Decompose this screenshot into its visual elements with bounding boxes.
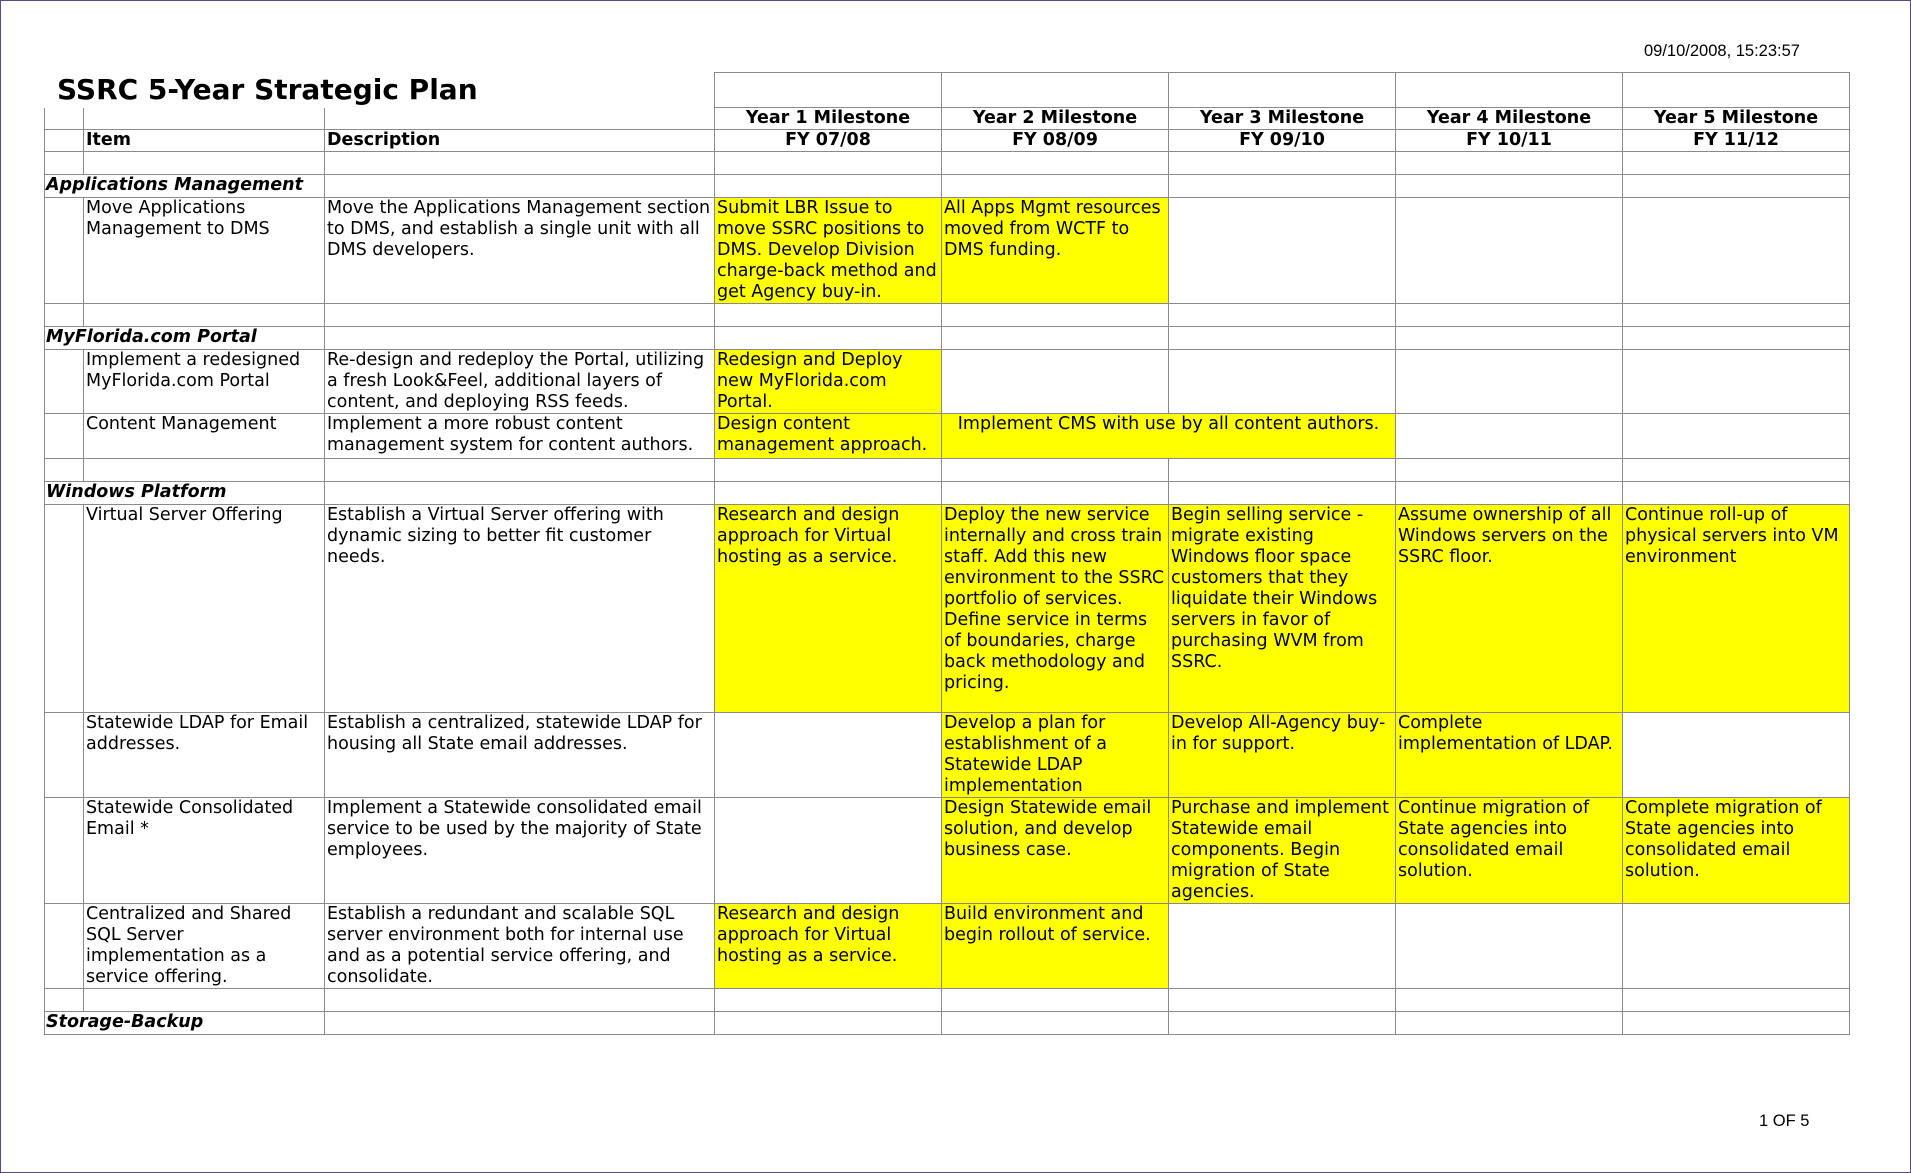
section-title: Applications Management <box>45 175 325 198</box>
year3-milestone-cell: Purchase and implement Statewide email components. Begin migration of State agencies. <box>1169 798 1396 904</box>
spacer-row <box>45 459 1850 482</box>
section-row-storage-backup <box>45 1012 1850 1035</box>
table-row <box>45 904 1850 989</box>
year5-milestone-cell <box>1623 904 1850 989</box>
year3-fy-header: FY 09/10 <box>1169 130 1396 152</box>
item-cell: Centralized and Shared SQL Server implementation as a service offering. <box>84 904 325 989</box>
year5-fy-header: FY 11/12 <box>1623 130 1850 152</box>
item-cell: Statewide Consolidated Email * <box>84 798 325 904</box>
year5-milestone-cell <box>1623 198 1850 304</box>
item-cell: Virtual Server Offering <box>84 505 325 713</box>
table-row <box>45 713 1850 798</box>
year1-milestone-cell <box>715 713 942 798</box>
year3-milestone-cell: Begin selling service - migrate existing Windows floor space customers that they liquidate their Windows servers in favor of purchasing WVM from SSRC. <box>1169 505 1396 713</box>
description-cell: Re-design and redeploy the Portal, utilizing a fresh Look&Feel, additional layers of content, and deploying RSS feeds. <box>325 350 715 414</box>
description-column-header: Description <box>325 130 715 152</box>
section-title: Windows Platform <box>45 482 325 505</box>
description-cell: Establish a Virtual Server offering with dynamic sizing to better fit customer needs. <box>325 505 715 713</box>
year5-milestone-header: Year 5 Milestone <box>1623 108 1850 130</box>
year2-milestone-cell: Design Statewide email solution, and develop business case. <box>942 798 1169 904</box>
year4-milestone-cell <box>1396 198 1623 304</box>
description-cell: Move the Applications Management section to DMS, and establish a single unit with all DMS developers. <box>325 198 715 304</box>
year4-milestone-cell: Assume ownership of all Windows servers on the SSRC floor. <box>1396 505 1623 713</box>
year2-milestone-header: Year 2 Milestone <box>942 108 1169 130</box>
year2-milestone-cell: All Apps Mgmt resources moved from WCTF to DMS funding. <box>942 198 1169 304</box>
year2-milestone-cell: Deploy the new service internally and cross train staff. Add this new environment to the SSRC portfolio of services. Define service in terms of boundaries, charge back methodology and pricing. <box>942 505 1169 713</box>
year4-milestone-cell <box>1396 904 1623 989</box>
year1-milestone-cell: Research and design approach for Virtual hosting as a service. <box>715 904 942 989</box>
year1-milestone-cell: Submit LBR Issue to move SSRC positions to DMS. Develop Division charge-back method and get Agency buy-in. <box>715 198 942 304</box>
document-title: SSRC 5-Year Strategic Plan <box>57 73 478 106</box>
year4-fy-header: FY 10/11 <box>1396 130 1623 152</box>
spacer-row <box>45 304 1850 327</box>
year3-milestone-cell <box>1169 198 1396 304</box>
print-timestamp: 09/10/2008, 15:23:57 <box>1644 42 1800 60</box>
section-title: MyFlorida.com Portal <box>45 327 325 350</box>
year2-milestone-cell: Build environment and begin rollout of service. <box>942 904 1169 989</box>
section-row-windows-platform <box>45 482 1850 505</box>
section-row-applications-management <box>45 175 1850 198</box>
table-row <box>45 198 1850 304</box>
year3-milestone-cell <box>1169 904 1396 989</box>
year1-milestone-cell: Redesign and Deploy new MyFlorida.com Portal. <box>715 350 942 414</box>
table-row <box>45 350 1850 414</box>
year5-milestone-cell <box>1623 350 1850 414</box>
year4-milestone-cell: Continue migration of State agencies into consolidated email solution. <box>1396 798 1623 904</box>
year4-milestone-header: Year 4 Milestone <box>1396 108 1623 130</box>
year5-milestone-cell: Continue roll-up of physical servers into VM environment <box>1623 505 1850 713</box>
year1-milestone-cell: Research and design approach for Virtual hosting as a service. <box>715 505 942 713</box>
year2-year3-milestone-cell: Implement CMS with use by all content authors. <box>942 414 1396 459</box>
column-header-row <box>45 130 1850 152</box>
section-title: Storage-Backup <box>45 1012 325 1035</box>
year5-milestone-cell: Complete migration of State agencies into consolidated email solution. <box>1623 798 1850 904</box>
year5-milestone-cell <box>1623 713 1850 798</box>
year5-milestone-cell <box>1623 414 1850 459</box>
year1-milestone-cell <box>715 798 942 904</box>
year2-fy-header: FY 08/09 <box>942 130 1169 152</box>
year4-milestone-cell <box>1396 414 1623 459</box>
table-row <box>45 414 1850 459</box>
table-row <box>45 798 1850 904</box>
description-cell: Implement a more robust content management system for content authors. <box>325 414 715 459</box>
description-cell: Establish a centralized, statewide LDAP for housing all State email addresses. <box>325 713 715 798</box>
year1-milestone-header: Year 1 Milestone <box>715 108 942 130</box>
page-number: 1 OF 5 <box>1759 1112 1810 1130</box>
year1-fy-header: FY 07/08 <box>715 130 942 152</box>
description-cell: Implement a Statewide consolidated email service to be used by the majority of State employees. <box>325 798 715 904</box>
year-header-row <box>45 108 1850 130</box>
strategic-plan-table <box>44 72 1850 1035</box>
section-row-myflorida-portal <box>45 327 1850 350</box>
year3-milestone-header: Year 3 Milestone <box>1169 108 1396 130</box>
year3-milestone-cell: Develop All-Agency buy-in for support. <box>1169 713 1396 798</box>
item-column-header: Item <box>84 130 325 152</box>
year3-milestone-cell <box>1169 350 1396 414</box>
item-cell: Implement a redesigned MyFlorida.com Portal <box>84 350 325 414</box>
description-cell: Establish a redundant and scalable SQL server environment both for internal use and as a potential service offering, and consolidate. <box>325 904 715 989</box>
year2-milestone-cell <box>942 350 1169 414</box>
year4-milestone-cell: Complete implementation of LDAP. <box>1396 713 1623 798</box>
spacer-row <box>45 152 1850 175</box>
item-cell: Statewide LDAP for Email addresses. <box>84 713 325 798</box>
year1-milestone-cell: Design content management approach. <box>715 414 942 459</box>
spacer-row <box>45 989 1850 1012</box>
year4-milestone-cell <box>1396 350 1623 414</box>
item-cell: Content Management <box>84 414 325 459</box>
year2-milestone-cell: Develop a plan for establishment of a Statewide LDAP implementation <box>942 713 1169 798</box>
table-row <box>45 505 1850 713</box>
item-cell: Move Applications Management to DMS <box>84 198 325 304</box>
